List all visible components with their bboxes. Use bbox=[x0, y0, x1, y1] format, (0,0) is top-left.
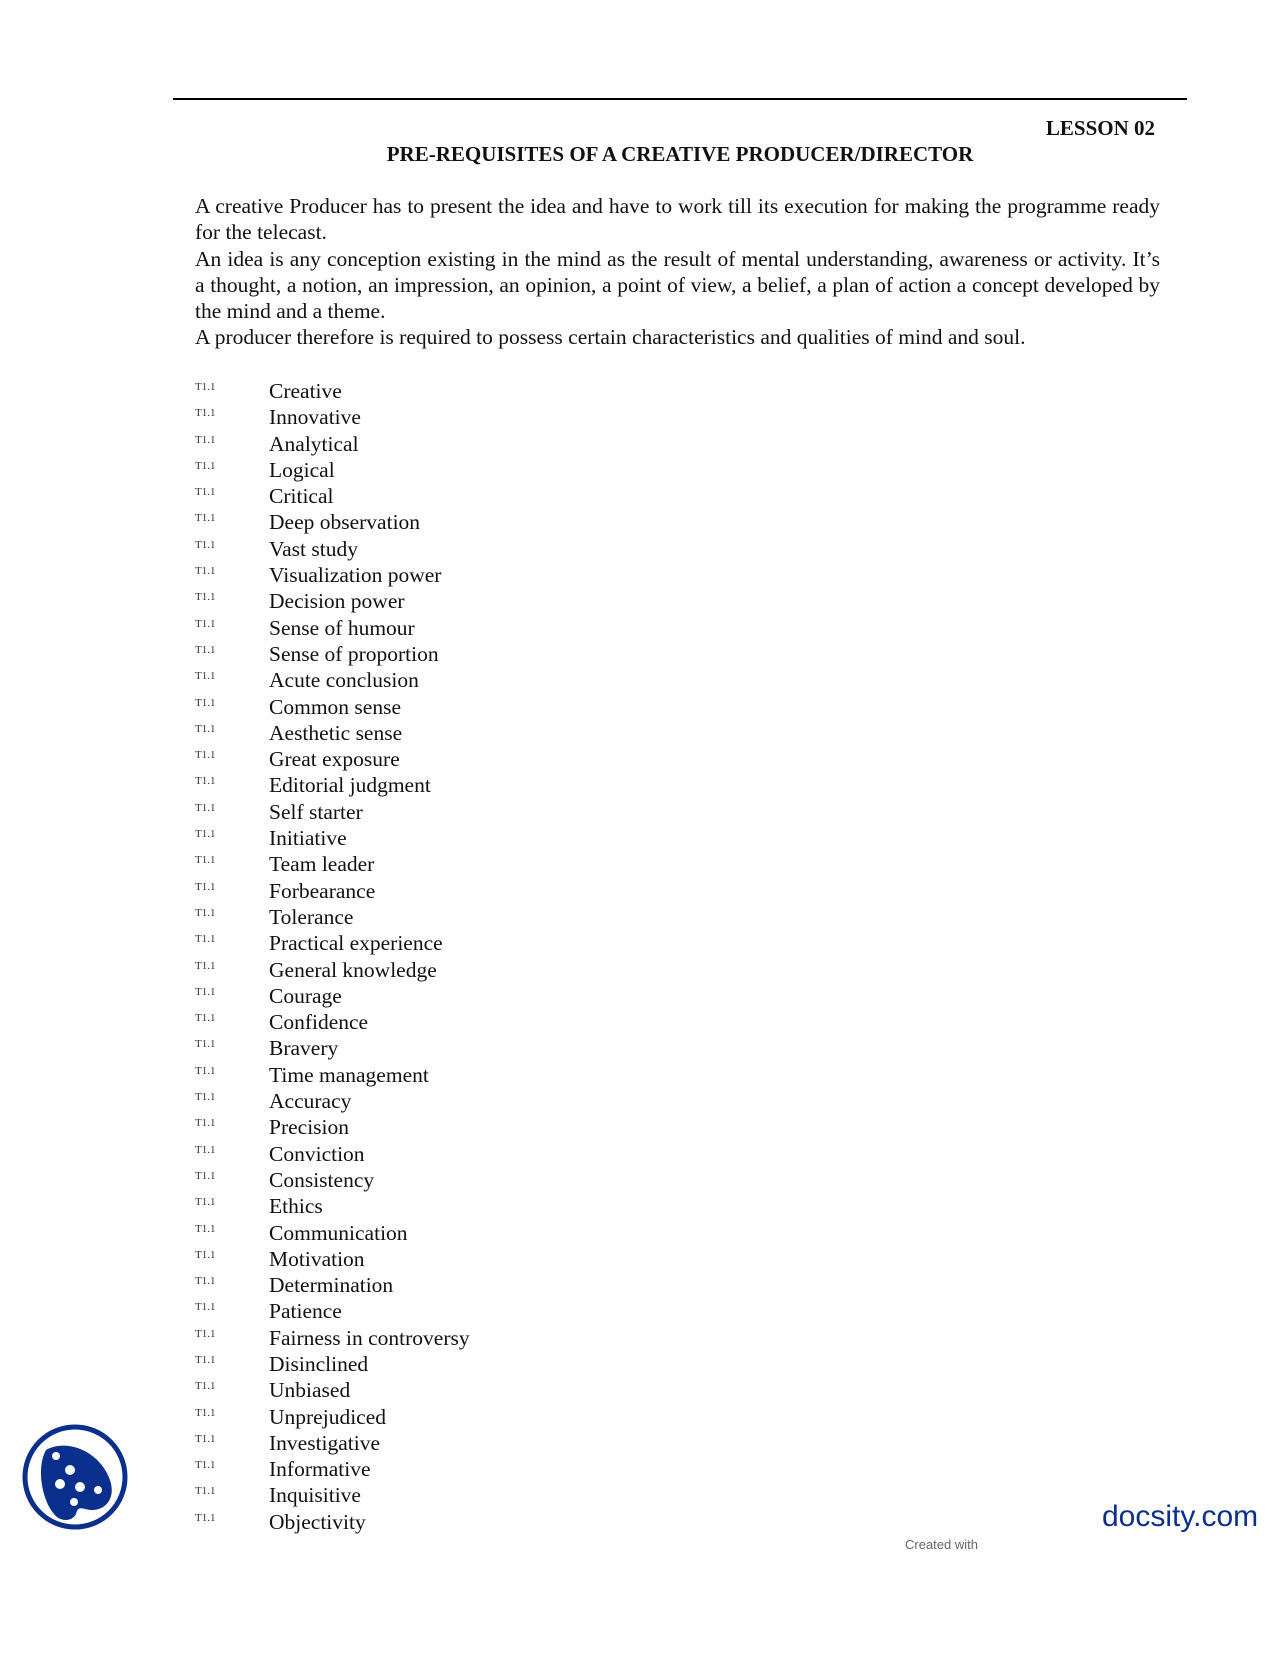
quality-label: Fairness in controversy bbox=[269, 1325, 470, 1350]
quality-label: Creative bbox=[269, 379, 342, 403]
docsity-logo-icon bbox=[20, 1422, 130, 1532]
header-rule bbox=[173, 98, 1187, 100]
bullet-marker: T1.1 bbox=[195, 775, 216, 788]
quality-label: Sense of humour bbox=[269, 615, 415, 640]
bullet-marker: T1.1 bbox=[195, 906, 216, 919]
quality-label: Determination bbox=[269, 1273, 394, 1298]
quality-label: Time management bbox=[269, 1062, 429, 1087]
intro-text bbox=[195, 193, 1160, 351]
bullet-marker: T1.1 bbox=[195, 459, 216, 472]
quality-label: Acute conclusion bbox=[269, 668, 419, 693]
bullet-marker: T1.1 bbox=[195, 381, 216, 393]
quality-label: Practical experience bbox=[269, 931, 443, 956]
bullet-marker: T1.1 bbox=[195, 670, 216, 683]
quality-label: Sense of proportion bbox=[269, 641, 439, 666]
quality-label: Objectivity bbox=[269, 1509, 366, 1534]
quality-label: Deep observation bbox=[269, 510, 421, 535]
bullet-marker: T1.1 bbox=[195, 1380, 216, 1393]
bullet-marker: T1.1 bbox=[195, 1248, 216, 1261]
bullet-marker: T1.1 bbox=[195, 1091, 216, 1104]
quality-label: General knowledge bbox=[269, 957, 437, 982]
bullet-marker: T1.1 bbox=[195, 1406, 216, 1419]
lesson-number: LESSON 02 bbox=[1045, 116, 1155, 140]
created-with-label: Created with bbox=[905, 1537, 978, 1552]
quality-label: Courage bbox=[269, 983, 342, 1008]
quality-label: Accuracy bbox=[269, 1089, 352, 1114]
quality-label: Precision bbox=[269, 1115, 350, 1140]
quality-label: Ethics bbox=[269, 1194, 323, 1219]
bullet-marker: T1.1 bbox=[195, 1301, 216, 1314]
quality-label: Common sense bbox=[269, 694, 401, 719]
page-title: PRE-REQUISITES OF A CREATIVE PRODUCER/DIRECTOR bbox=[386, 142, 974, 166]
bullet-marker: T1.1 bbox=[195, 617, 216, 630]
bullet-marker: T1.1 bbox=[195, 643, 216, 656]
bullet-marker: T1.1 bbox=[195, 1459, 216, 1472]
bullet-marker: T1.1 bbox=[195, 565, 216, 578]
bullet-marker: T1.1 bbox=[195, 407, 216, 420]
paragraph: An idea is any conception existing in the mind as the result of mental understanding, awareness or activity. It’s a thought, a notion, an impression, an opinion, a point of view, a belief, a plan of action a concept developed by the mind and a theme. bbox=[195, 246, 1160, 324]
bullet-marker: T1.1 bbox=[195, 433, 216, 446]
quality-label: Inquisitive bbox=[269, 1483, 361, 1508]
bullet-marker: T1.1 bbox=[195, 749, 216, 762]
quality-label: Tolerance bbox=[269, 904, 354, 929]
quality-label: Investigative bbox=[269, 1430, 381, 1455]
bullet-marker: T1.1 bbox=[195, 722, 216, 735]
bullet-marker: T1.1 bbox=[195, 933, 216, 946]
bullet-marker: T1.1 bbox=[195, 1327, 216, 1340]
bullet-marker: T1.1 bbox=[195, 1275, 216, 1288]
bullet-marker: T1.1 bbox=[195, 591, 216, 604]
quality-label: Bravery bbox=[269, 1036, 339, 1061]
bullet-marker: T1.1 bbox=[195, 854, 216, 867]
quality-label: Innovative bbox=[269, 405, 361, 430]
quality-label: Forbearance bbox=[269, 878, 376, 903]
bullet-marker: T1.1 bbox=[195, 696, 216, 709]
quality-label: Team leader bbox=[269, 852, 375, 877]
quality-label: Vast study bbox=[269, 536, 358, 561]
quality-label: Informative bbox=[269, 1457, 371, 1482]
bullet-marker: T1.1 bbox=[195, 1117, 216, 1130]
bullet-marker: T1.1 bbox=[195, 1064, 216, 1077]
quality-label: Great exposure bbox=[269, 747, 400, 772]
bullet-marker: T1.1 bbox=[195, 1485, 216, 1498]
bullet-marker: T1.1 bbox=[195, 801, 216, 814]
quality-label: Unbiased bbox=[269, 1378, 351, 1403]
bullet-marker: T1.1 bbox=[195, 985, 216, 998]
quality-label: Aesthetic sense bbox=[269, 720, 403, 745]
quality-label: Self starter bbox=[269, 799, 363, 824]
bullet-marker: T1.1 bbox=[195, 1196, 216, 1209]
quality-label: Decision power bbox=[269, 589, 405, 614]
quality-label: Conviction bbox=[269, 1141, 365, 1166]
bullet-marker: T1.1 bbox=[195, 1169, 216, 1182]
paragraph: A creative Producer has to present the idea and have to work till its execution for making the programme ready for the telecast. bbox=[195, 194, 1160, 245]
bullet-marker: T1.1 bbox=[195, 1222, 216, 1235]
quality-label: Unprejudiced bbox=[269, 1404, 387, 1429]
brand-link[interactable]: docsity.com bbox=[1102, 1500, 1259, 1533]
bullet-marker: T1.1 bbox=[195, 512, 216, 525]
paragraph: A producer therefore is required to possess certain characteristics and qualities of mind and soul. bbox=[195, 325, 1026, 350]
bullet-marker: T1.1 bbox=[195, 1012, 216, 1025]
bullet-marker: T1.1 bbox=[195, 538, 216, 551]
quality-label: Analytical bbox=[269, 431, 359, 456]
bullet-marker: T1.1 bbox=[195, 1353, 216, 1366]
quality-label: Motivation bbox=[269, 1246, 365, 1271]
quality-label: Consistency bbox=[269, 1167, 375, 1192]
quality-label: Patience bbox=[269, 1299, 342, 1324]
bullet-marker: T1.1 bbox=[195, 959, 216, 972]
quality-label: Logical bbox=[269, 457, 335, 482]
quality-label: Visualization power bbox=[269, 563, 442, 588]
quality-label: Editorial judgment bbox=[269, 773, 431, 798]
bullet-marker: T1.1 bbox=[195, 880, 216, 893]
bullet-marker: T1.1 bbox=[195, 1143, 216, 1156]
bullet-marker: T1.1 bbox=[195, 1432, 216, 1445]
bullet-marker: T1.1 bbox=[195, 486, 216, 499]
bullet-marker: T1.1 bbox=[195, 1511, 216, 1524]
quality-label: Disinclined bbox=[269, 1351, 369, 1376]
bullet-marker: T1.1 bbox=[195, 828, 216, 841]
quality-label: Critical bbox=[269, 484, 334, 509]
quality-label: Communication bbox=[269, 1220, 408, 1245]
quality-label: Initiative bbox=[269, 826, 347, 851]
quality-label: Confidence bbox=[269, 1010, 369, 1035]
bullet-marker: T1.1 bbox=[195, 1038, 216, 1051]
